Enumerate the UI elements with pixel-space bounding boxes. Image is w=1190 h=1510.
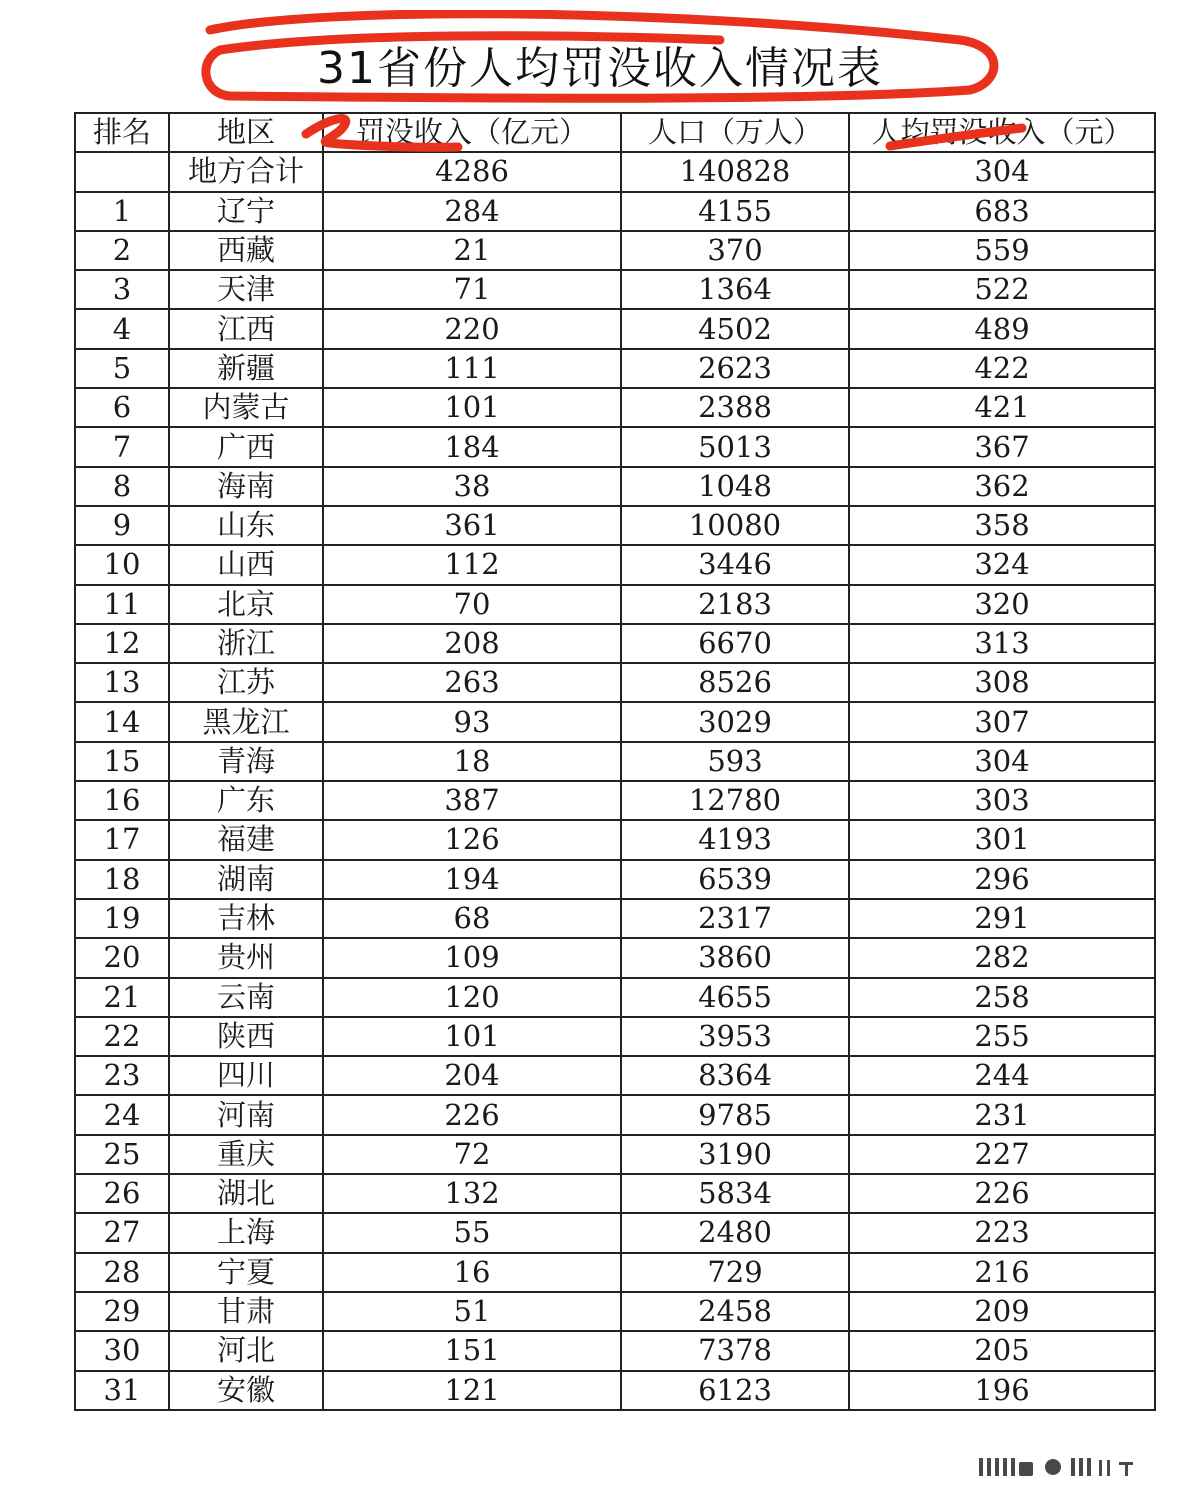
cell-per-capita: 308 <box>849 663 1155 702</box>
cell-per-capita: 303 <box>849 781 1155 820</box>
cell-region: 贵州 <box>169 938 323 977</box>
cell-population: 8526 <box>621 663 849 702</box>
cell-rank: 13 <box>75 663 169 702</box>
cell-rank: 25 <box>75 1135 169 1174</box>
table-row <box>75 1292 1155 1331</box>
cell-rank: 12 <box>75 624 169 663</box>
cell-per-capita: 422 <box>849 349 1155 388</box>
cell-rank: 18 <box>75 860 169 899</box>
cell-rank: 23 <box>75 1056 169 1095</box>
cell-region: 天津 <box>169 270 323 309</box>
cell-population: 3953 <box>621 1017 849 1056</box>
header-region: 地区 <box>169 113 323 152</box>
cell-fine-income: 71 <box>323 270 621 309</box>
cell-rank: 3 <box>75 270 169 309</box>
table-row <box>75 585 1155 624</box>
cell-fine-income: 361 <box>323 506 621 545</box>
cell-per-capita: 282 <box>849 938 1155 977</box>
cell-per-capita: 223 <box>849 1213 1155 1252</box>
data-table <box>74 112 1156 1411</box>
cell-region: 辽宁 <box>169 192 323 231</box>
cell-region: 山西 <box>169 545 323 584</box>
cell-population: 6123 <box>621 1371 849 1410</box>
cell-fine-income: 21 <box>323 231 621 270</box>
cell-region: 湖南 <box>169 860 323 899</box>
cell-per-capita: 358 <box>849 506 1155 545</box>
table-row <box>75 702 1155 741</box>
cell-rank: 28 <box>75 1253 169 1292</box>
cell-region: 新疆 <box>169 349 323 388</box>
header-population: 人口（万人） <box>621 113 849 152</box>
table-row <box>75 427 1155 466</box>
cell-fine-income: 38 <box>323 467 621 506</box>
cell-fine-income: 109 <box>323 938 621 977</box>
cell-population: 3029 <box>621 702 849 741</box>
cell-per-capita: 227 <box>849 1135 1155 1174</box>
watermark-logo <box>975 1452 1165 1482</box>
cell-per-capita: 362 <box>849 467 1155 506</box>
cell-population: 593 <box>621 742 849 781</box>
cell-population: 10080 <box>621 506 849 545</box>
cell-population: 1364 <box>621 270 849 309</box>
cell-population: 4193 <box>621 820 849 859</box>
cell-fine-income: 111 <box>323 349 621 388</box>
table-row <box>75 545 1155 584</box>
header-per-capita: 人均罚没收入（元） <box>849 113 1155 152</box>
table-row <box>75 192 1155 231</box>
cell-rank: 10 <box>75 545 169 584</box>
cell-fine-income: 68 <box>323 899 621 938</box>
cell-population: 5013 <box>621 427 849 466</box>
cell-fine-income: 70 <box>323 585 621 624</box>
cell-per-capita: 209 <box>849 1292 1155 1331</box>
cell-rank: 24 <box>75 1095 169 1134</box>
cell-fine-income: 121 <box>323 1371 621 1410</box>
table-row <box>75 938 1155 977</box>
cell-fine-income: 220 <box>323 309 621 348</box>
cell-rank: 1 <box>75 192 169 231</box>
total-rank <box>75 152 169 191</box>
cell-rank: 27 <box>75 1213 169 1252</box>
cell-rank: 9 <box>75 506 169 545</box>
table-row <box>75 899 1155 938</box>
table-row <box>75 978 1155 1017</box>
total-region: 地方合计 <box>169 152 323 191</box>
cell-fine-income: 387 <box>323 781 621 820</box>
cell-population: 2388 <box>621 388 849 427</box>
table-row <box>75 1371 1155 1410</box>
cell-region: 河南 <box>169 1095 323 1134</box>
cell-per-capita: 196 <box>849 1371 1155 1410</box>
cell-population: 6670 <box>621 624 849 663</box>
cell-region: 湖北 <box>169 1174 323 1213</box>
cell-per-capita: 421 <box>849 388 1155 427</box>
cell-population: 2317 <box>621 899 849 938</box>
header-row <box>75 113 1155 152</box>
cell-region: 陕西 <box>169 1017 323 1056</box>
table-row <box>75 860 1155 899</box>
cell-region: 福建 <box>169 820 323 859</box>
cell-fine-income: 151 <box>323 1331 621 1370</box>
cell-per-capita: 522 <box>849 270 1155 309</box>
cell-per-capita: 307 <box>849 702 1155 741</box>
cell-region: 青海 <box>169 742 323 781</box>
cell-fine-income: 101 <box>323 388 621 427</box>
cell-fine-income: 55 <box>323 1213 621 1252</box>
page-title: 31省份人均罚没收入情况表 <box>317 43 883 94</box>
cell-population: 8364 <box>621 1056 849 1095</box>
cell-fine-income: 226 <box>323 1095 621 1134</box>
cell-region: 黑龙江 <box>169 702 323 741</box>
table-row <box>75 1213 1155 1252</box>
table-row <box>75 1095 1155 1134</box>
cell-region: 山东 <box>169 506 323 545</box>
cell-rank: 11 <box>75 585 169 624</box>
total-population: 140828 <box>621 152 849 191</box>
table-row <box>75 309 1155 348</box>
cell-fine-income: 16 <box>323 1253 621 1292</box>
cell-region: 浙江 <box>169 624 323 663</box>
cell-per-capita: 313 <box>849 624 1155 663</box>
cell-rank: 4 <box>75 309 169 348</box>
total-fine: 4286 <box>323 152 621 191</box>
cell-population: 7378 <box>621 1331 849 1370</box>
cell-per-capita: 231 <box>849 1095 1155 1134</box>
cell-rank: 6 <box>75 388 169 427</box>
table-row <box>75 467 1155 506</box>
cell-rank: 31 <box>75 1371 169 1410</box>
title-area <box>200 10 1000 105</box>
cell-region: 广西 <box>169 427 323 466</box>
table-row <box>75 1056 1155 1095</box>
table-row <box>75 1017 1155 1056</box>
header-rank: 排名 <box>75 113 169 152</box>
total-per-capita: 304 <box>849 152 1155 191</box>
cell-fine-income: 263 <box>323 663 621 702</box>
cell-fine-income: 120 <box>323 978 621 1017</box>
cell-fine-income: 184 <box>323 427 621 466</box>
cell-region: 宁夏 <box>169 1253 323 1292</box>
table-row <box>75 624 1155 663</box>
cell-population: 3190 <box>621 1135 849 1174</box>
cell-population: 729 <box>621 1253 849 1292</box>
cell-fine-income: 194 <box>323 860 621 899</box>
cell-rank: 8 <box>75 467 169 506</box>
cell-per-capita: 683 <box>849 192 1155 231</box>
cell-per-capita: 296 <box>849 860 1155 899</box>
cell-rank: 7 <box>75 427 169 466</box>
cell-population: 370 <box>621 231 849 270</box>
cell-fine-income: 208 <box>323 624 621 663</box>
cell-rank: 20 <box>75 938 169 977</box>
cell-per-capita: 304 <box>849 742 1155 781</box>
cell-per-capita: 244 <box>849 1056 1155 1095</box>
cell-fine-income: 204 <box>323 1056 621 1095</box>
cell-rank: 21 <box>75 978 169 1017</box>
table-row <box>75 820 1155 859</box>
header-fine-income: 罚没收入（亿元） <box>323 113 621 152</box>
cell-per-capita: 320 <box>849 585 1155 624</box>
table-row <box>75 270 1155 309</box>
cell-region: 上海 <box>169 1213 323 1252</box>
cell-rank: 14 <box>75 702 169 741</box>
cell-population: 4502 <box>621 309 849 348</box>
cell-per-capita: 301 <box>849 820 1155 859</box>
cell-rank: 19 <box>75 899 169 938</box>
cell-rank: 5 <box>75 349 169 388</box>
cell-population: 2480 <box>621 1213 849 1252</box>
cell-per-capita: 367 <box>849 427 1155 466</box>
cell-population: 4655 <box>621 978 849 1017</box>
cell-fine-income: 132 <box>323 1174 621 1213</box>
cell-population: 3446 <box>621 545 849 584</box>
cell-per-capita: 258 <box>849 978 1155 1017</box>
cell-region: 安徽 <box>169 1371 323 1410</box>
table-row <box>75 663 1155 702</box>
cell-rank: 15 <box>75 742 169 781</box>
cell-region: 北京 <box>169 585 323 624</box>
cell-per-capita: 291 <box>849 899 1155 938</box>
cell-rank: 17 <box>75 820 169 859</box>
table-row <box>75 1331 1155 1370</box>
cell-region: 四川 <box>169 1056 323 1095</box>
cell-population: 2458 <box>621 1292 849 1331</box>
cell-region: 广东 <box>169 781 323 820</box>
cell-population: 12780 <box>621 781 849 820</box>
cell-region: 云南 <box>169 978 323 1017</box>
cell-fine-income: 284 <box>323 192 621 231</box>
cell-rank: 2 <box>75 231 169 270</box>
cell-per-capita: 559 <box>849 231 1155 270</box>
cell-population: 9785 <box>621 1095 849 1134</box>
table-row <box>75 349 1155 388</box>
cell-population: 3860 <box>621 938 849 977</box>
cell-per-capita: 216 <box>849 1253 1155 1292</box>
cell-rank: 26 <box>75 1174 169 1213</box>
cell-region: 吉林 <box>169 899 323 938</box>
table-row <box>75 1174 1155 1213</box>
cell-per-capita: 205 <box>849 1331 1155 1370</box>
cell-population: 2623 <box>621 349 849 388</box>
cell-fine-income: 93 <box>323 702 621 741</box>
table-row <box>75 781 1155 820</box>
table-row <box>75 1135 1155 1174</box>
table-row <box>75 231 1155 270</box>
cell-population: 6539 <box>621 860 849 899</box>
cell-fine-income: 126 <box>323 820 621 859</box>
cell-per-capita: 489 <box>849 309 1155 348</box>
table-row <box>75 742 1155 781</box>
cell-region: 重庆 <box>169 1135 323 1174</box>
cell-fine-income: 101 <box>323 1017 621 1056</box>
cell-per-capita: 255 <box>849 1017 1155 1056</box>
cell-rank: 22 <box>75 1017 169 1056</box>
cell-population: 1048 <box>621 467 849 506</box>
cell-population: 4155 <box>621 192 849 231</box>
cell-fine-income: 51 <box>323 1292 621 1331</box>
cell-region: 江西 <box>169 309 323 348</box>
cell-rank: 29 <box>75 1292 169 1331</box>
cell-region: 海南 <box>169 467 323 506</box>
cell-region: 河北 <box>169 1331 323 1370</box>
cell-population: 5834 <box>621 1174 849 1213</box>
cell-rank: 30 <box>75 1331 169 1370</box>
cell-fine-income: 112 <box>323 545 621 584</box>
cell-region: 内蒙古 <box>169 388 323 427</box>
table-row <box>75 1253 1155 1292</box>
cell-per-capita: 226 <box>849 1174 1155 1213</box>
cell-per-capita: 324 <box>849 545 1155 584</box>
cell-fine-income: 18 <box>323 742 621 781</box>
table-body <box>75 192 1155 1410</box>
cell-region: 江苏 <box>169 663 323 702</box>
cell-fine-income: 72 <box>323 1135 621 1174</box>
cell-rank: 16 <box>75 781 169 820</box>
total-row <box>75 152 1155 191</box>
cell-region: 甘肃 <box>169 1292 323 1331</box>
cell-region: 西藏 <box>169 231 323 270</box>
table-row <box>75 506 1155 545</box>
cell-population: 2183 <box>621 585 849 624</box>
table-row <box>75 388 1155 427</box>
